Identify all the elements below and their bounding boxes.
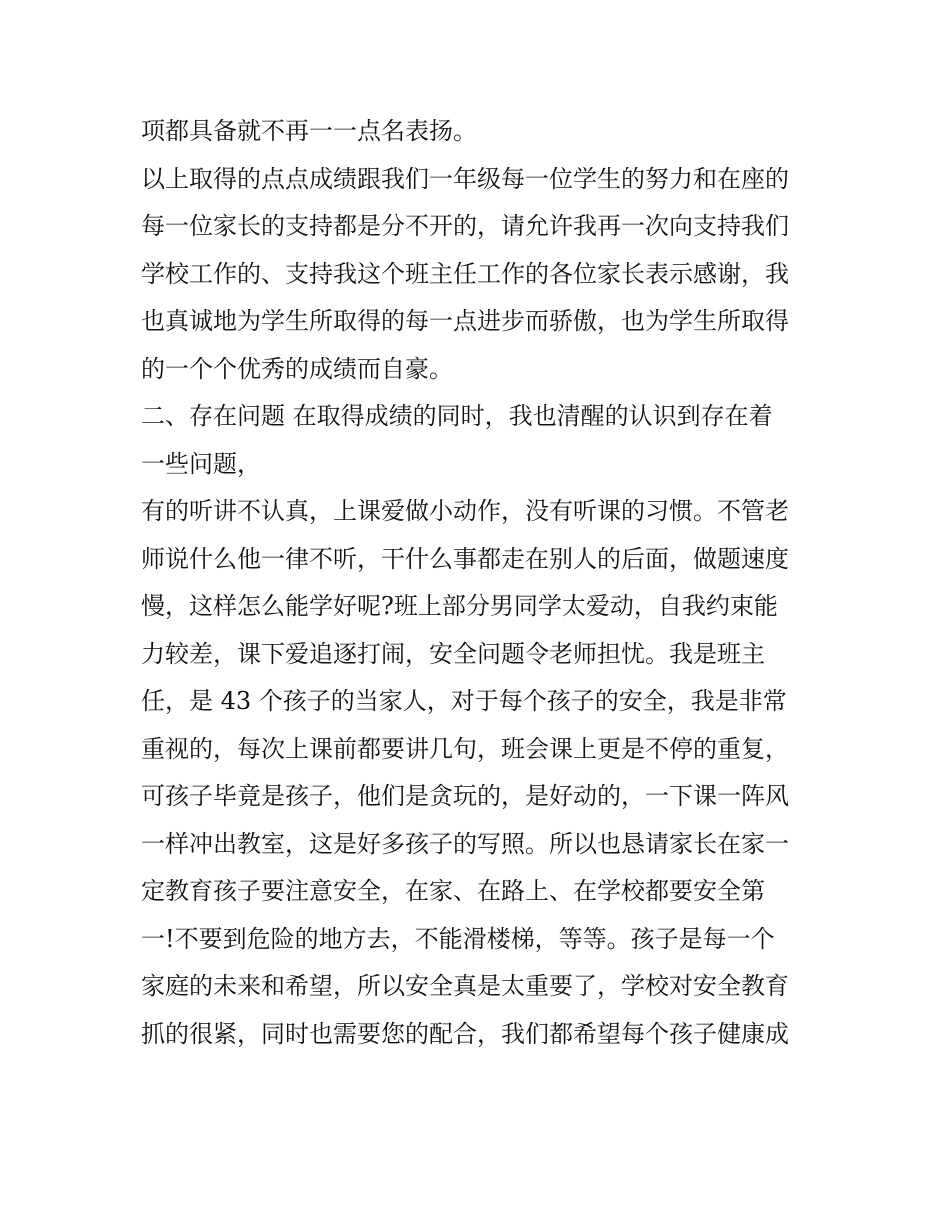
text-line: 的一个个优秀的成绩而自豪。 [141, 354, 453, 383]
text-line: 也真诚地为学生所取得的每一点进步而骄傲，也为学生所取得 [141, 307, 789, 335]
text-line: 师说什么他一律不听，干什么事都走在别人的后面，做题速度 [141, 544, 789, 573]
text-line: 以上取得的点点成绩跟我们一年级每一位学生的努力和在座的 [141, 164, 789, 193]
text-line: 定教育孩子要注意安全，在家、在路上、在学校都要安全第 [141, 877, 765, 905]
text-line: 一!不要到危险的地方去，不能滑楼梯，等等。孩子是每一个 [141, 924, 775, 953]
text-line: 家庭的未来和希望，所以安全真是太重要了，学校对安全教育 [141, 972, 789, 1000]
text-line: 任，是 43 个孩子的当家人，对于每个孩子的安全，我是非常 [141, 687, 787, 715]
text-line: 一样冲出教室，这是好多孩子的写照。所以也恳请家长在家一 [141, 829, 789, 858]
text-line: 一些问题， [141, 449, 261, 478]
text-line: 项都具备就不再一一点名表扬。 [141, 117, 477, 145]
section-heading-line: 二、存在问题 在取得成绩的同时，我也清醒的认识到存在着 [141, 402, 773, 430]
text-line: 每一位家长的支持都是分不开的，请允许我再一次向支持我们 [141, 212, 789, 240]
text-line: 有的听讲不认真，上课爱做小动作，没有听课的习惯。不管老 [141, 497, 789, 525]
text-line: 学校工作的、支持我这个班主任工作的各位家长表示感谢，我 [141, 259, 789, 288]
text-line: 可孩子毕竟是孩子，他们是贪玩的，是好动的，一下课一阵风 [141, 782, 789, 810]
text-line: 力较差，课下爱追逐打闹，安全问题令老师担忧。我是班主 [141, 639, 765, 668]
text-line: 重视的，每次上课前都要讲几句，班会课上更是不停的重复， [141, 734, 789, 763]
body-text [141, 108, 821, 1058]
text-line: 抓的很紧，同时也需要您的配合，我们都希望每个孩子健康成 [141, 1019, 789, 1048]
text-line: 慢，这样怎么能学好呢?班上部分男同学太爱动，自我约束能 [141, 592, 778, 620]
